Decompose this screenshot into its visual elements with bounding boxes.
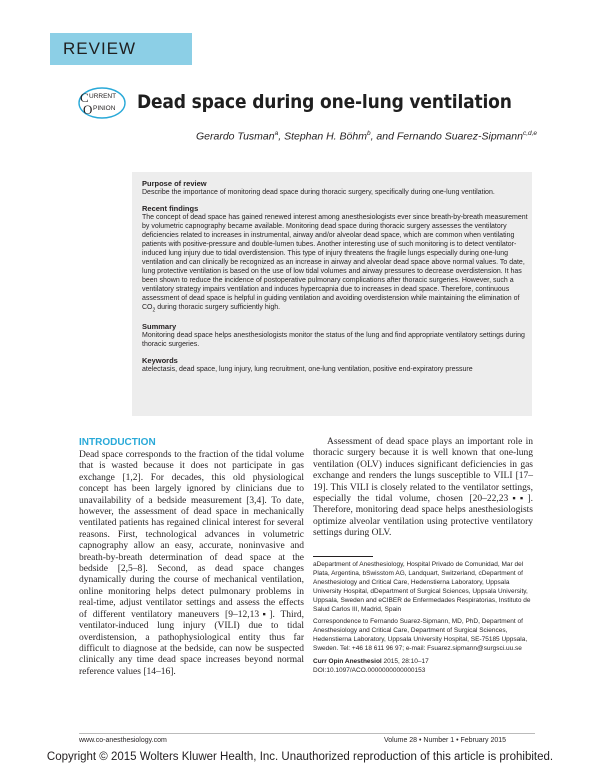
affiliations: aDepartment of Anesthesiology, Hospital Privado de Comunidad, Mar del Plata, Argentina, bSwisstom AG, Landquart, Switzerland, cDepartment of Anesthesiology and Critical Care, Hedenstierna Laboratory, Uppsala University Hospital, dDepartment of Surgical Sciences, Uppsala University, Uppsala, Sweden and eCIBER de Enfermedades Respiratorias, Instituto de Salud Carlos III, Madrid, Spain Correspondence to Fernando Suarez-Sipmann, MD, PhD, Department of Anesthesiology and Critical Care, Department of Surgical Sciences, Hedenstierna Laboratory, Uppsala University Hospital, SE-75185 Uppsala, Sweden. Tel: +46 18 611 96 97; e-mail: Fsuarez.sipmann@surgsci.uu.se Curr Opin Anesthesiol 2015, 28:10–17 DOI:10.1097/ACO.0000000000000153 xyxy=(313,561,535,680)
journal-url[interactable]: www.co-anesthesiology.com xyxy=(79,737,167,744)
abstract-box xyxy=(132,172,532,416)
svg-text:PINION: PINION xyxy=(93,105,116,112)
article-title: Dead space during one-lung ventilation xyxy=(137,91,512,113)
svg-text:URRENT: URRENT xyxy=(89,93,117,100)
summary-heading: Summary xyxy=(142,322,177,332)
purpose-heading: Purpose of review xyxy=(142,179,207,188)
author-2: Stephan H. Böhm xyxy=(284,130,367,143)
introduction-paragraph-1: Dead space corresponds to the fraction of the tidal volume that is wasted because it does not participate in gas exchange [1,2]. For decades, this old physiological concept has been largely ignored by clinicians due to unavailability of a bedside measurement [3,4]. To date, however, the assessment of dead space in mechanically ventilated patients has regained clinical interest for several reasons. First, technological advances in volumetric capnography allow an easy, accurate, noninvasive and breath-by-breath determination of dead space at the bedside [2,5–8]. Second, as dead space changes dynamically during the course of mechanical ventilation, online monitoring helps detect pulmonary problems in real-time, adjust ventilator settings and assess the effects of different ventilatory maneuvers [9–12,13▪]. Third, ventilator-induced lung injury (VILI) due to tidal overdistension, a pathophysiological entity thus far difficult to diagnose at the bedside, can now be suspected clinically any time dead space increases beyond normal reference values [14–16]. xyxy=(79,450,304,677)
section-tab xyxy=(50,33,192,65)
author-1: Gerardo Tusman xyxy=(196,130,275,143)
introduction-paragraph-2: Assessment of dead space plays an important role in thoracic surgery because it is well known that one-lung ventilation (OLV) induces significant deficiencies in gas exchange and renders the lungs susceptible to VILI [17–19]. This VILI is closely related to the ventilator settings, especially the tidal volume, chosen [20–22,23▪▪]. Therefore, monitoring dead space helps anesthesiologists optimize alveolar ventilation using protective ventilatory settings during OLV. xyxy=(313,437,533,539)
findings-text: The concept of dead space has gained renewed interest among anesthesiologists ever since breath-by-breath measurement by volumetric capnography became available. Monitoring dead space during thoracic surgery assesses the ventilatory deficiencies related to increases in instrumental, airway and/or alveolar dead space, which are common when ventilating patients with positive-pressure and double-lumen tubes. Another interesting use of such monitoring is to detect ventilator-induced lung injury due to tidal overdistension. This type of injury threatens the fragile lungs especially during one-lung ventilation and can clinically be recognized as an increase in airway and alveolar dead space above normal values. To date, lung protective ventilation is based on the use of low tidal volumes and airway pressures to decrease overdistension. It has been shown to reduce the incidence of postoperative pulmonary complications after thoracic surgeries. However, such a ventilatory strategy impairs ventilation and induces hypercapnia due to increases in dead space. Therefore, continuous assessment of dead space is helpful in guiding ventilation and avoiding overdistension while maintaining the elimination of $CO_2$ during thoracic surgery sufficiently high. xyxy=(142,214,528,314)
introduction-heading: INTRODUCTION xyxy=(79,437,156,448)
right-column xyxy=(313,437,533,540)
journal-name: Curr Opin Anesthesiol xyxy=(313,658,382,666)
findings-heading: Recent findings xyxy=(142,204,199,213)
author-3: Fernando Suarez-Sipmann xyxy=(396,130,523,143)
doi: DOI:10.1097/ACO.0000000000000153 xyxy=(313,666,426,674)
affiliation-divider xyxy=(313,556,373,557)
footer-divider xyxy=(79,733,535,734)
section-label: REVIEW xyxy=(63,39,137,58)
svg-text:O: O xyxy=(83,102,93,117)
author-list: Gerardo Tusman$^a$, Stephan H. Böhm$^b$, and Fernando Suarez-Sipmann$^{c,d,e}$ xyxy=(196,130,538,143)
svg-text:C: C xyxy=(80,90,89,105)
current-opinion-logo xyxy=(77,86,127,120)
affiliation-text: aDepartment of Anesthesiology, Hospital Privado de Comunidad, Mar del Plata, Argentina, bSwisstom AG, Landquart, Switzerland, cDepartment of Anesthesiology and Critical Care, Hedenstierna Laboratory, Uppsala University Hospital, dDepartment of Surgical Sciences, Uppsala University, Uppsala, Sweden and eCIBER de Enfermedades Respiratorias, Instituto de Salud Carlos III, Madrid, Spain xyxy=(313,561,531,613)
copyright-notice: Copyright © 2015 Wolters Kluwer Health, Inc. Unauthorized reproduction of this article is prohibited. xyxy=(46,751,554,763)
volume-info: Volume 28 • Number 1 • February 2015 xyxy=(384,737,507,744)
left-column xyxy=(79,437,304,678)
summary-text: Monitoring dead space helps anesthesiologists monitor the status of the lung and find appropriate ventilatory settings during thoracic surgeries. xyxy=(142,332,525,349)
keywords-text: atelectasis, dead space, lung injury, lung recruitment, one-lung ventilation, positive end-expiratory pressure xyxy=(142,366,473,374)
keywords-heading: Keywords xyxy=(142,356,178,366)
purpose-text: Describe the importance of monitoring dead space during thoracic surgery, specifically during one-lung ventilation. xyxy=(142,189,495,196)
correspondence: Correspondence to Fernando Suarez-Sipmann, MD, PhD, Department of Anesthesiology and Critical Care, Department of Surgical Sciences, Hedenstierna Laboratory, Uppsala University Hospital, SE-75185 Uppsala, Sweden. Tel: +46 18 611 96 97; e-mail: Fsuarez.sipmann@surgsci.uu.se xyxy=(313,618,528,653)
